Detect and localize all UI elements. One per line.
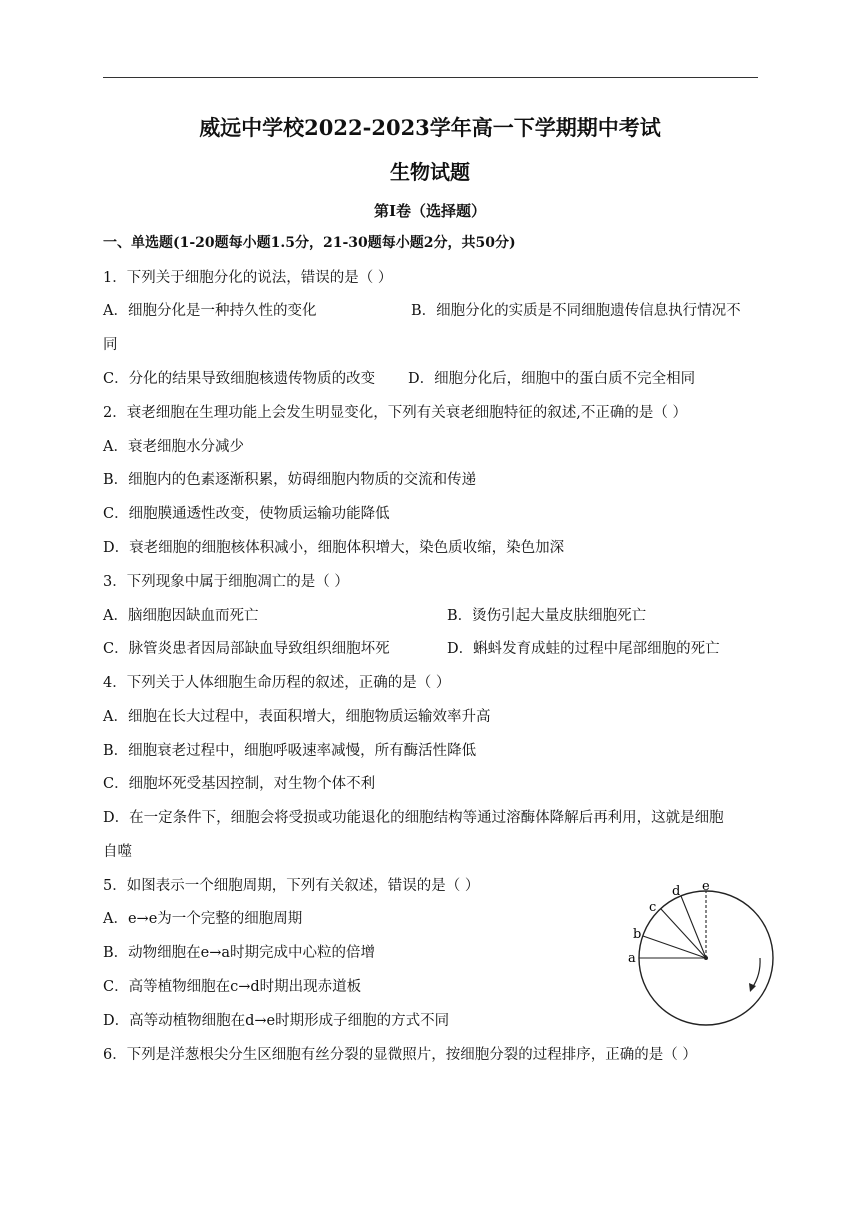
figure-label-b: b xyxy=(633,927,642,942)
question-4-option-c: C．细胞坏死受基因控制，对生物个体不利 xyxy=(103,776,376,792)
question-1-option-b-continued: 同 xyxy=(103,337,118,353)
question-3-option-a: A．脑细胞因缺血而死亡 xyxy=(103,608,259,624)
question-5-stem: 5．如图表示一个细胞周期，下列有关叙述，错误的是（ ） xyxy=(103,878,480,894)
figure-label-e: e xyxy=(702,879,710,894)
question-4-option-b: B．细胞衰老过程中，细胞呼吸速率减慢，所有酶活性降低 xyxy=(103,743,477,759)
question-2-option-a: A．衰老细胞水分减少 xyxy=(103,439,244,455)
question-2-option-c: C．细胞膜通透性改变，使物质运输功能降低 xyxy=(103,506,390,522)
question-5-option-a: A．e→e为一个完整的细胞周期 xyxy=(103,911,303,927)
question-2-option-d: D．衰老细胞的细胞核体积减小，细胞体积增大，染色质收缩，染色加深 xyxy=(103,540,565,556)
question-5-option-c: C．高等植物细胞在c→d时期出现赤道板 xyxy=(103,979,362,995)
exam-title: 威远中学校2022-2023学年高一下学期期中考试 xyxy=(199,115,661,140)
cell-cycle-figure xyxy=(620,876,780,1036)
question-1-option-d: D．细胞分化后，细胞中的蛋白质不完全相同 xyxy=(408,371,696,387)
center-dot xyxy=(704,956,708,960)
question-3-stem: 3．下列现象中属于细胞凋亡的是（ ） xyxy=(103,574,349,590)
question-3-option-d: D．蝌蚪发育成蛙的过程中尾部细胞的死亡 xyxy=(447,641,720,657)
figure-label-a: a xyxy=(628,951,636,966)
question-4-stem: 4．下列关于人体细胞生命历程的叙述，正确的是（ ） xyxy=(103,675,451,691)
question-1-option-b: B．细胞分化的实质是不同细胞遗传信息执行情况不 xyxy=(411,303,741,319)
volume-title: 第Ⅰ卷（选择题） xyxy=(373,202,487,220)
question-5-option-b: B．动物细胞在e→a时期完成中心粒的倍增 xyxy=(103,945,376,961)
question-4-option-d-continued: 自噬 xyxy=(103,844,132,860)
question-2-option-b: B．细胞内的色素逐渐积累，妨碍细胞内物质的交流和传递 xyxy=(103,472,477,488)
clockwise-arrow-icon xyxy=(752,958,760,988)
question-3-option-c: C．脉管炎患者因局部缺血导致组织细胞坏死 xyxy=(103,641,390,657)
question-3-option-b: B．烫伤引起大量皮肤细胞死亡 xyxy=(447,608,647,624)
question-5-option-d: D．高等动植物细胞在d→e时期形成子细胞的方式不同 xyxy=(103,1013,450,1029)
figure-label-d: d xyxy=(672,884,681,899)
question-2-stem: 2．衰老细胞在生理功能上会发生明显变化，下列有关衰老细胞特征的叙述,不正确的是（ ） xyxy=(103,405,687,421)
section-heading: 一、单选题(1-20题每小题1.5分，21-30题每小题2分，共50分) xyxy=(103,235,516,251)
question-1-option-c: C．分化的结果导致细胞核遗传物质的改变 xyxy=(103,371,376,387)
question-1-option-a: A．细胞分化是一种持久性的变化 xyxy=(103,303,317,319)
question-6-stem: 6．下列是洋葱根尖分生区细胞有丝分裂的显微照片，按细胞分裂的过程排序，正确的是（ ） xyxy=(103,1047,697,1063)
question-1-stem: 1．下列关于细胞分化的说法，错误的是（ ） xyxy=(103,270,393,286)
question-4-option-d: D．在一定条件下，细胞会将受损或功能退化的细胞结构等通过溶酶体降解后再利用，这就是细胞 xyxy=(103,810,724,826)
radius-line-d xyxy=(681,896,706,958)
figure-label-c: c xyxy=(649,900,657,915)
question-4-option-a: A．细胞在长大过程中，表面积增大，细胞物质运输效率升高 xyxy=(103,709,491,725)
header-rule xyxy=(103,77,758,78)
subject-title: 生物试题 xyxy=(390,160,470,184)
